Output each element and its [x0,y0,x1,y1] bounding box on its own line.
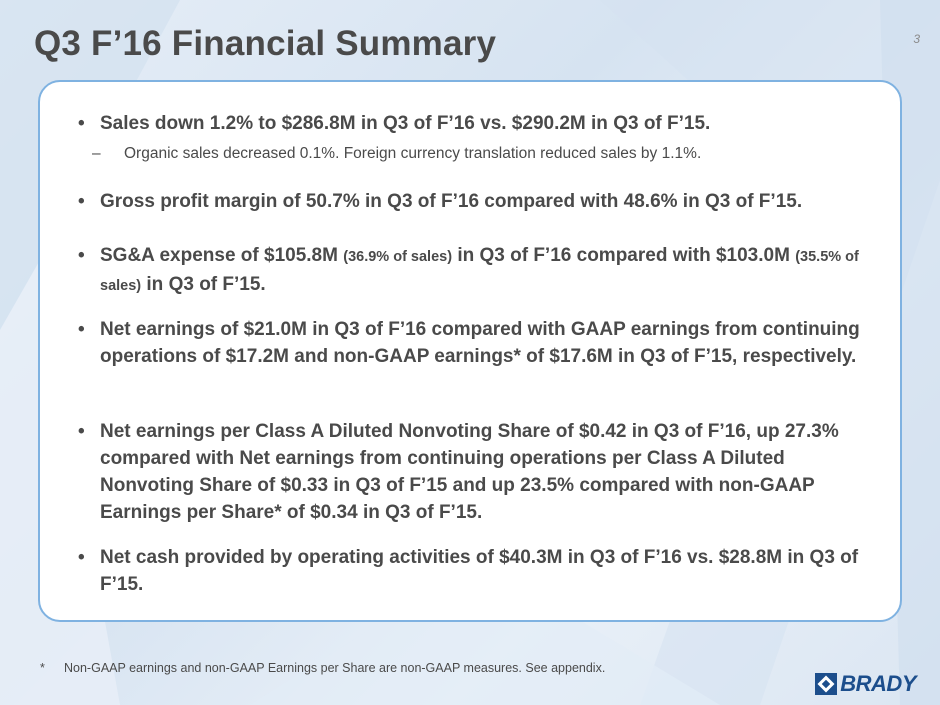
slide-title: Q3 F’16 Financial Summary [34,24,497,63]
bullet-text-small: (36.9% of sales) [343,249,453,265]
bullet-text: in Q3 of F’15. [141,274,266,295]
bullet-gross-margin [78,188,880,215]
bullet-marker: • [78,319,85,340]
brady-logo-text: BRADY [840,671,916,696]
bullet-cash-flow [78,544,880,598]
bullet-marker: • [78,547,85,568]
bullet-marker: • [78,245,85,266]
sub-bullet-organic-sales [92,144,872,164]
content-box [38,80,902,622]
brady-logo-mark-icon [815,673,837,695]
sub-bullet-marker: – [92,145,101,162]
footnote [40,661,605,675]
bullet-text: Gross profit margin of 50.7% in Q3 of F’16 compared with 48.6% in Q3 of F’15. [100,191,803,212]
bullet-marker: • [78,113,85,134]
bullet-text-small: (35.5% of sales) [100,249,859,294]
page-number: 3 [913,32,920,46]
bullet-text: Sales down 1.2% to $286.8M in Q3 of F’16 vs. $290.2M in Q3 of F’15. [100,113,711,134]
bullet-text: Net earnings of $21.0M in Q3 of F’16 compared with GAAP earnings from continuing operations of $17.2M and non-GAAP earnings* of $17.6M in Q3 of F’15, respectively. [100,319,860,367]
bullet-sga [78,242,880,300]
bullet-text: Net cash provided by operating activities of $40.3M in Q3 of F’16 vs. $28.8M in Q3 of F’15. [100,547,859,595]
footnote-text: Non-GAAP earnings and non-GAAP Earnings per Share are non-GAAP measures. See appendix. [64,661,606,675]
bullet-text: Net earnings per Class A Diluted Nonvoting Share of $0.42 in Q3 of F’16, up 27.3% compared with Net earnings from continuing operations per Class A Diluted Nonvoting Share of $0.33 in Q3 of F’15 and up 23.5% compared with non-GAAP Earnings per Share* of $0.34 in Q3 of F’15. [100,421,839,523]
footnote-marker: * [40,661,45,675]
bullet-text: SG&A expense of $105.8M [100,245,344,266]
sub-bullet-text: Organic sales decreased 0.1%. Foreign currency translation reduced sales by 1.1%. [124,145,702,162]
bullet-text: in Q3 of F’16 compared with $103.0M [452,245,796,266]
brady-logo [815,671,916,697]
bullet-net-earnings [78,316,880,370]
bullet-sales [78,110,880,137]
bullet-eps [78,418,880,526]
bullet-marker: • [78,191,85,212]
bullet-marker: • [78,421,85,442]
